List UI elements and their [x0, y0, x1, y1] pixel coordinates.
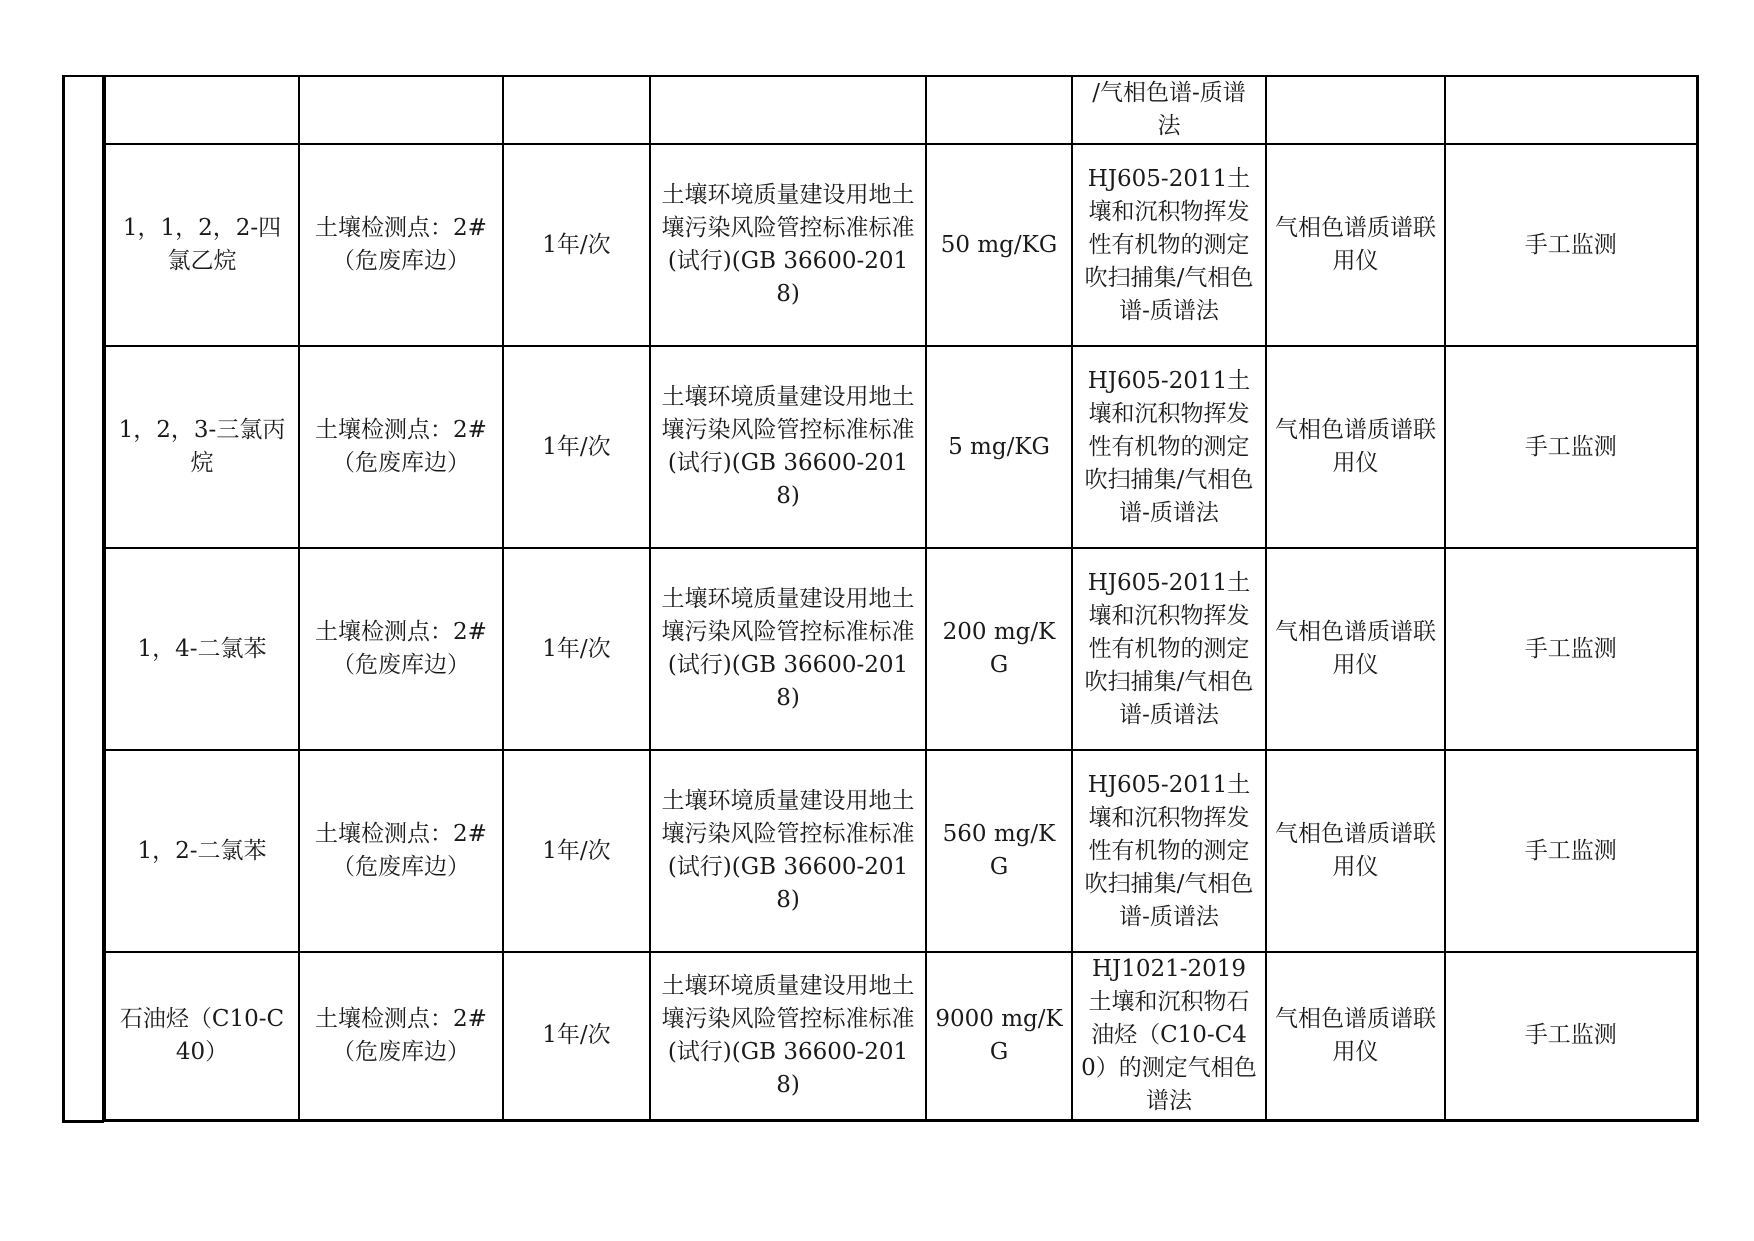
cell-frequency: 1年/次 — [503, 548, 650, 750]
cell-mode — [1445, 76, 1697, 144]
cell-location — [299, 76, 503, 144]
cell-standard: 土壤环境质量建设用地土壤污染风险管控标准标准(试行)(GB 36600-2018) — [650, 346, 926, 548]
cell-location: 土壤检测点：2#（危废库边） — [299, 144, 503, 346]
cell-limit — [926, 76, 1072, 144]
cell-limit: 5 mg/KG — [926, 346, 1072, 548]
cell-location: 土壤检测点：2#（危废库边） — [299, 952, 503, 1120]
cell-pollutant: 1，2，3-三氯丙烷 — [105, 346, 299, 548]
cell-standard: 土壤环境质量建设用地土壤污染风险管控标准标准(试行)(GB 36600-2018) — [650, 144, 926, 346]
table-row — [105, 346, 1697, 548]
cell-frequency: 1年/次 — [503, 144, 650, 346]
cell-standard — [650, 76, 926, 144]
cell-instrument — [1266, 76, 1445, 144]
cell-instrument: 气相色谱质谱联用仪 — [1266, 750, 1445, 952]
cell-method: /气相色谱-质谱法 — [1072, 76, 1266, 144]
cell-pollutant: 1，2-二氯苯 — [105, 750, 299, 952]
table-row — [105, 548, 1697, 750]
cell-limit: 9000 mg/KG — [926, 952, 1072, 1120]
cell-pollutant: 1，4-二氯苯 — [105, 548, 299, 750]
cell-instrument: 气相色谱质谱联用仪 — [1266, 548, 1445, 750]
cell-instrument: 气相色谱质谱联用仪 — [1266, 144, 1445, 346]
cell-location: 土壤检测点：2#（危废库边） — [299, 346, 503, 548]
table-row — [105, 144, 1697, 346]
table-row — [105, 952, 1697, 1120]
cell-standard: 土壤环境质量建设用地土壤污染风险管控标准标准(试行)(GB 36600-2018) — [650, 952, 926, 1120]
cell-mode: 手工监测 — [1445, 346, 1697, 548]
cell-frequency: 1年/次 — [503, 952, 650, 1120]
cell-location: 土壤检测点：2#（危废库边） — [299, 548, 503, 750]
cell-limit: 560 mg/KG — [926, 750, 1072, 952]
merged-category-column — [62, 75, 104, 1123]
table-row-continuation — [105, 76, 1697, 144]
cell-method: HJ605-2011土壤和沉积物挥发性有机物的测定吹扫捕集/气相色谱-质谱法 — [1072, 346, 1266, 548]
table-row — [105, 750, 1697, 952]
cell-pollutant: 石油烃（C10-C40） — [105, 952, 299, 1120]
cell-method: HJ605-2011土壤和沉积物挥发性有机物的测定吹扫捕集/气相色谱-质谱法 — [1072, 750, 1266, 952]
cell-frequency: 1年/次 — [503, 750, 650, 952]
cell-mode: 手工监测 — [1445, 952, 1697, 1120]
cell-location: 土壤检测点：2#（危废库边） — [299, 750, 503, 952]
cell-method: HJ1021-2019土壤和沉积物石油烃（C10-C40）的测定气相色谱法 — [1072, 952, 1266, 1120]
cell-mode: 手工监测 — [1445, 750, 1697, 952]
cell-limit: 200 mg/KG — [926, 548, 1072, 750]
cell-pollutant: 1，1，2，2-四氯乙烷 — [105, 144, 299, 346]
cell-instrument: 气相色谱质谱联用仪 — [1266, 952, 1445, 1120]
cell-standard: 土壤环境质量建设用地土壤污染风险管控标准标准(试行)(GB 36600-2018) — [650, 548, 926, 750]
cell-limit: 50 mg/KG — [926, 144, 1072, 346]
cell-method: HJ605-2011土壤和沉积物挥发性有机物的测定吹扫捕集/气相色谱-质谱法 — [1072, 144, 1266, 346]
cell-frequency — [503, 76, 650, 144]
cell-pollutant — [105, 76, 299, 144]
cell-method: HJ605-2011土壤和沉积物挥发性有机物的测定吹扫捕集/气相色谱-质谱法 — [1072, 548, 1266, 750]
cell-standard: 土壤环境质量建设用地土壤污染风险管控标准标准(试行)(GB 36600-2018) — [650, 750, 926, 952]
cell-instrument: 气相色谱质谱联用仪 — [1266, 346, 1445, 548]
soil-monitoring-table — [104, 75, 1699, 1122]
cell-mode: 手工监测 — [1445, 548, 1697, 750]
cell-frequency: 1年/次 — [503, 346, 650, 548]
cell-mode: 手工监测 — [1445, 144, 1697, 346]
